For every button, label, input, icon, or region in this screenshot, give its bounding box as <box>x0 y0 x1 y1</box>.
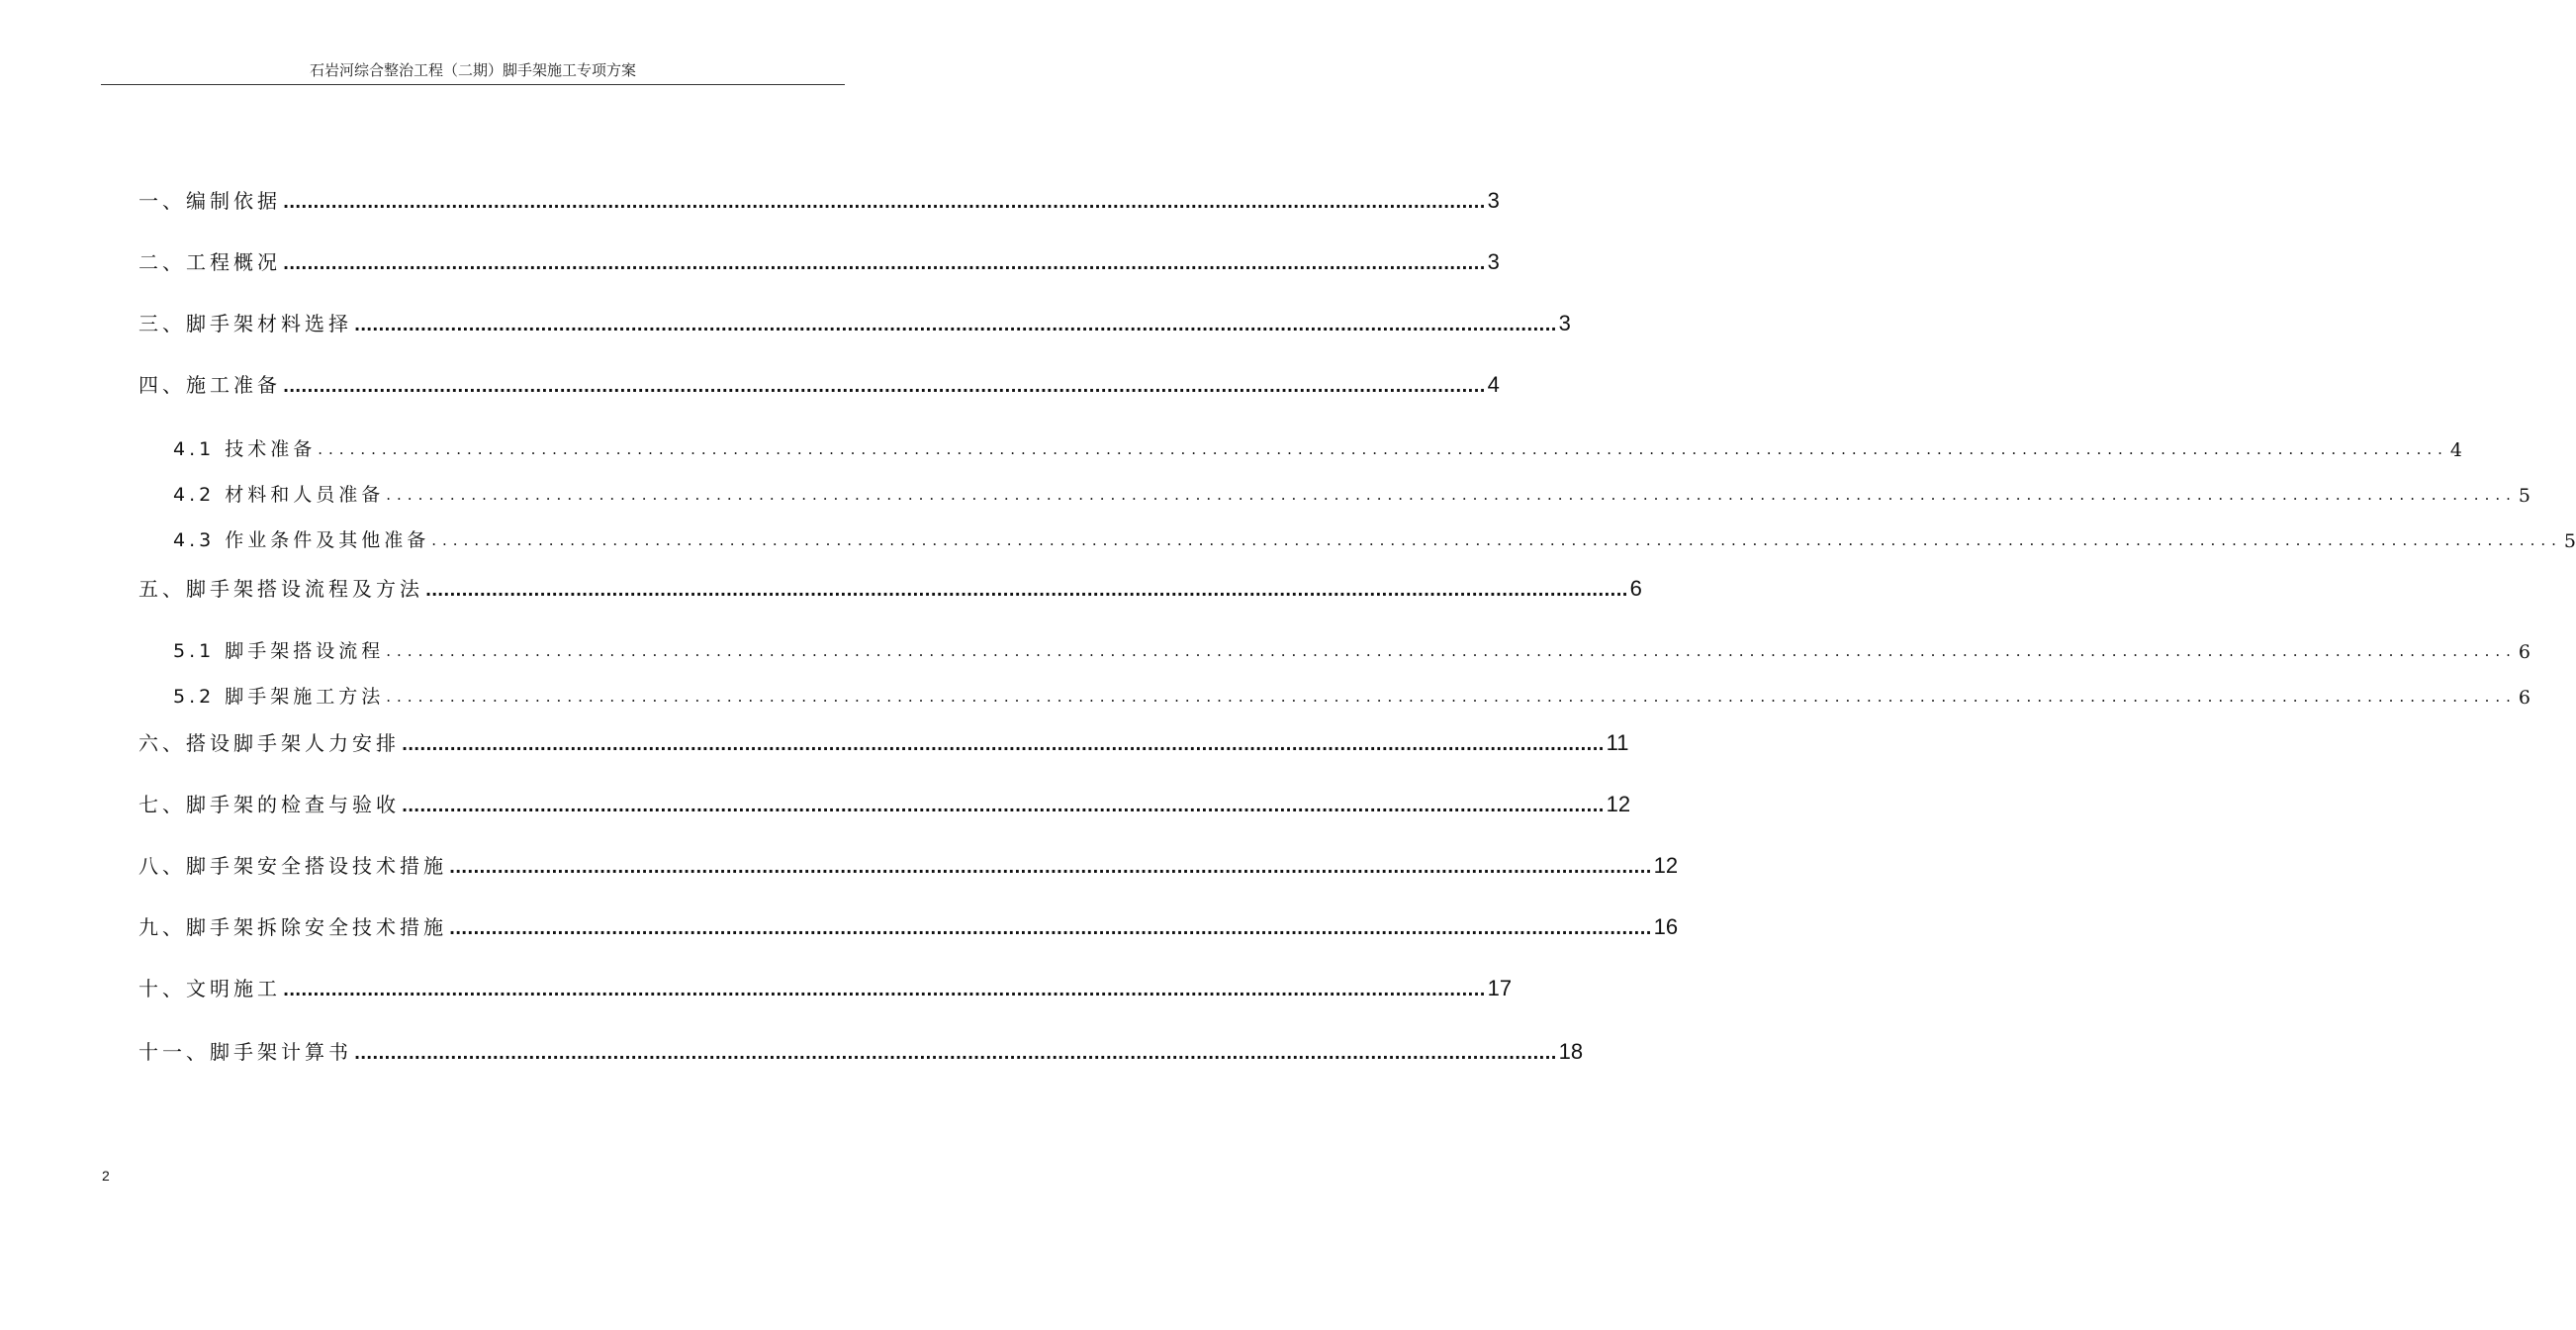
toc-subentry[interactable] <box>173 679 2530 709</box>
toc-entry-label: 四、施工准备 <box>138 373 281 397</box>
toc-leader-dots: ........................................................................................................................................................................................................ <box>449 919 1652 938</box>
toc-leader-dots: ........................................................................................................................................................................................................ <box>402 735 1605 754</box>
toc-entry[interactable] <box>138 184 1500 214</box>
toc-entry-label: 4.2 材料和人员准备 <box>173 484 385 506</box>
toc-subentry[interactable] <box>173 477 2530 507</box>
toc-entry-label: 十、文明施工 <box>138 977 281 1000</box>
toc-entry-label: 八、脚手架安全搭设技术措施 <box>138 854 447 878</box>
toc-entry-label: 十一、脚手架计算书 <box>138 1040 352 1064</box>
toc-entry-label: 5.1 脚手架搭设流程 <box>173 640 385 662</box>
toc-leader-dots: ........................................................................................................................................................................................................ <box>431 531 2562 549</box>
toc-entry[interactable] <box>138 726 1629 756</box>
toc-entry[interactable] <box>138 972 1513 1001</box>
toc-leader-dots: ........................................................................................................................................................................................................ <box>283 981 1486 999</box>
toc-entry-page: 3 <box>1487 188 1500 213</box>
toc-entry-label: 一、编制依据 <box>138 189 281 213</box>
toc-leader-dots: ........................................................................................................................................................................................................ <box>386 688 2517 706</box>
toc-subentry[interactable] <box>173 522 2576 552</box>
toc-entry-page: 6 <box>1629 576 1642 601</box>
toc-entry-page: 12 <box>1653 853 1679 878</box>
toc-entry[interactable] <box>138 1035 1584 1065</box>
toc-leader-dots: ........................................................................................................................................................................................................ <box>402 797 1605 815</box>
toc-entry-page: 17 <box>1487 976 1513 1000</box>
toc-leader-dots: ........................................................................................................................................................................................................ <box>386 642 2517 660</box>
toc-leader-dots: ........................................................................................................................................................................................................ <box>283 377 1486 396</box>
toc-leader-dots: ........................................................................................................................................................................................................ <box>283 254 1486 273</box>
toc-entry-page: 5 <box>2518 485 2530 507</box>
toc-leader-dots: ........................................................................................................................................................................................................ <box>354 1044 1557 1063</box>
toc-entry[interactable] <box>138 368 1500 398</box>
toc-entry-page: 6 <box>2518 687 2530 709</box>
toc-entry-page: 6 <box>2518 641 2530 663</box>
toc-entry[interactable] <box>138 788 1631 817</box>
toc-entry-label: 5.2 脚手架施工方法 <box>173 686 385 708</box>
toc-entry[interactable] <box>138 245 1500 275</box>
toc-entry-label: 六、搭设脚手架人力安排 <box>138 731 400 755</box>
toc-entry[interactable] <box>138 910 1679 940</box>
toc-leader-dots: ........................................................................................................................................................................................................ <box>425 581 1628 600</box>
toc-entry-label: 二、工程概况 <box>138 250 281 274</box>
toc-leader-dots: ........................................................................................................................................................................................................ <box>449 858 1652 877</box>
toc-entry[interactable] <box>138 572 1642 602</box>
toc-leader-dots: ........................................................................................................................................................................................................ <box>354 316 1557 334</box>
toc-leader-dots: ........................................................................................................................................................................................................ <box>283 193 1486 212</box>
toc-leader-dots: ........................................................................................................................................................................................................ <box>386 486 2517 504</box>
toc-leader-dots: ........................................................................................................................................................................................................ <box>318 440 2448 458</box>
toc-entry-label: 七、脚手架的检查与验收 <box>138 793 400 816</box>
toc-entry[interactable] <box>138 307 1571 336</box>
page-number: 2 <box>102 1168 110 1184</box>
toc-entry-page: 16 <box>1653 914 1679 939</box>
toc-subentry[interactable] <box>173 633 2530 663</box>
running-header: 石岩河综合整治工程（二期）脚手架施工专项方案 <box>309 61 636 79</box>
toc-entry-label: 4.3 作业条件及其他准备 <box>173 529 430 551</box>
toc-subentry[interactable] <box>173 431 2462 461</box>
toc-entry-page: 4 <box>1487 372 1500 397</box>
toc-entry-page: 3 <box>1558 311 1571 335</box>
toc-entry-page: 3 <box>1487 249 1500 274</box>
toc-entry-page: 11 <box>1606 730 1629 755</box>
toc-entry-label: 4.1 技术准备 <box>173 438 317 460</box>
toc-entry-label: 九、脚手架拆除安全技术措施 <box>138 915 447 939</box>
toc-entry-page: 5 <box>2563 530 2576 552</box>
toc-entry-page: 12 <box>1606 792 1631 816</box>
toc-entry-page: 18 <box>1558 1039 1584 1064</box>
toc-entry-page: 4 <box>2449 439 2462 461</box>
toc-entry[interactable] <box>138 849 1679 879</box>
toc-entry-label: 五、脚手架搭设流程及方法 <box>138 577 423 601</box>
toc-entry-label: 三、脚手架材料选择 <box>138 312 352 335</box>
